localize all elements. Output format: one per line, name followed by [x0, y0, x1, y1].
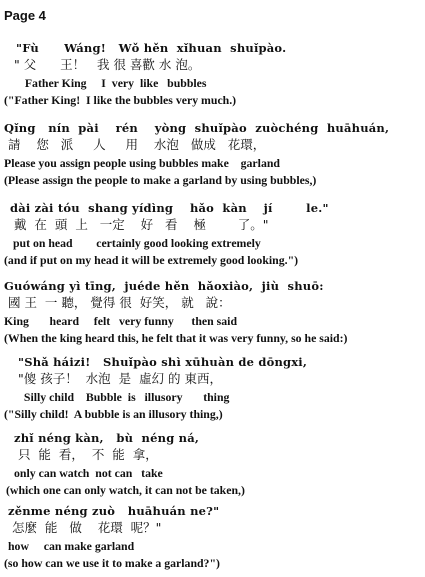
chinese-line: 請 您 派 人 用 水泡 做成 花環， [4, 137, 266, 152]
pinyin-line: zěnme néng zuò huāhuán ne?" [8, 504, 220, 518]
pinyin-line: dài zài tóu shang yídìng hǎo kàn jí le." [10, 201, 329, 215]
chinese-line: 只 能 看， 不 能 拿， [14, 447, 158, 462]
chinese-line: " 父 王！ 我 很 喜歡 水 泡。 [14, 57, 201, 72]
translation-line: (which one can only watch, it can not be taken,) [6, 483, 245, 497]
pinyin-line: Guówáng yì tīng, juéde hěn hǎoxiào, jiù shuō: [4, 279, 324, 293]
gloss-line: only can watch not can take [14, 466, 163, 480]
pinyin-line: "Fù Wáng! Wǒ hěn xǐhuan shuǐpào. [16, 41, 287, 55]
translation-line: (so how can we use it to make a garland?") [4, 556, 220, 570]
translation-line: (Please assign the people to make a garland by using bubbles,) [4, 173, 317, 187]
chinese-line: 戴 在 頭 上 一定 好 看 極 了。" [10, 217, 269, 232]
pinyin-line: "Shǎ háizi! Shuǐpào shì xūhuàn de dōngxi, [18, 355, 308, 369]
gloss-line: Please you assign people using bubbles make garland [4, 156, 280, 170]
page-number: Page 4 [4, 8, 46, 23]
chinese-line: 國 王 一 聽， 覺得 很 好笑， 就 說： [4, 295, 231, 310]
gloss-line: Father King I very like bubbles [16, 76, 207, 90]
gloss-line: how can make garland [8, 539, 135, 553]
translation-line: ("Silly child! A bubble is an illusory thing,) [4, 407, 223, 421]
chinese-line: "傻 孩子！ 水泡 是 虛幻 的 東西， [18, 371, 223, 386]
pinyin-line: Qǐng nín pài rén yòng shuǐpào zuòchéng huāhuán, [4, 121, 390, 135]
pinyin-line: zhǐ néng kàn, bù néng ná, [14, 431, 200, 445]
gloss-line: put on head certainly good looking extremely [10, 236, 261, 250]
gloss-line: King heard felt very funny then said [4, 314, 237, 328]
gloss-line: Silly child Bubble is illusory thing [18, 390, 230, 404]
translation-line: ("Father King! I like the bubbles very much.) [4, 93, 237, 107]
translation-line: (When the king heard this, he felt that it was very funny, so he said:) [4, 331, 348, 345]
translation-line: (and if put on my head it will be extremely good looking.") [4, 253, 299, 267]
chinese-line: 怎麼 能 做 花環 呢？" [8, 520, 162, 535]
